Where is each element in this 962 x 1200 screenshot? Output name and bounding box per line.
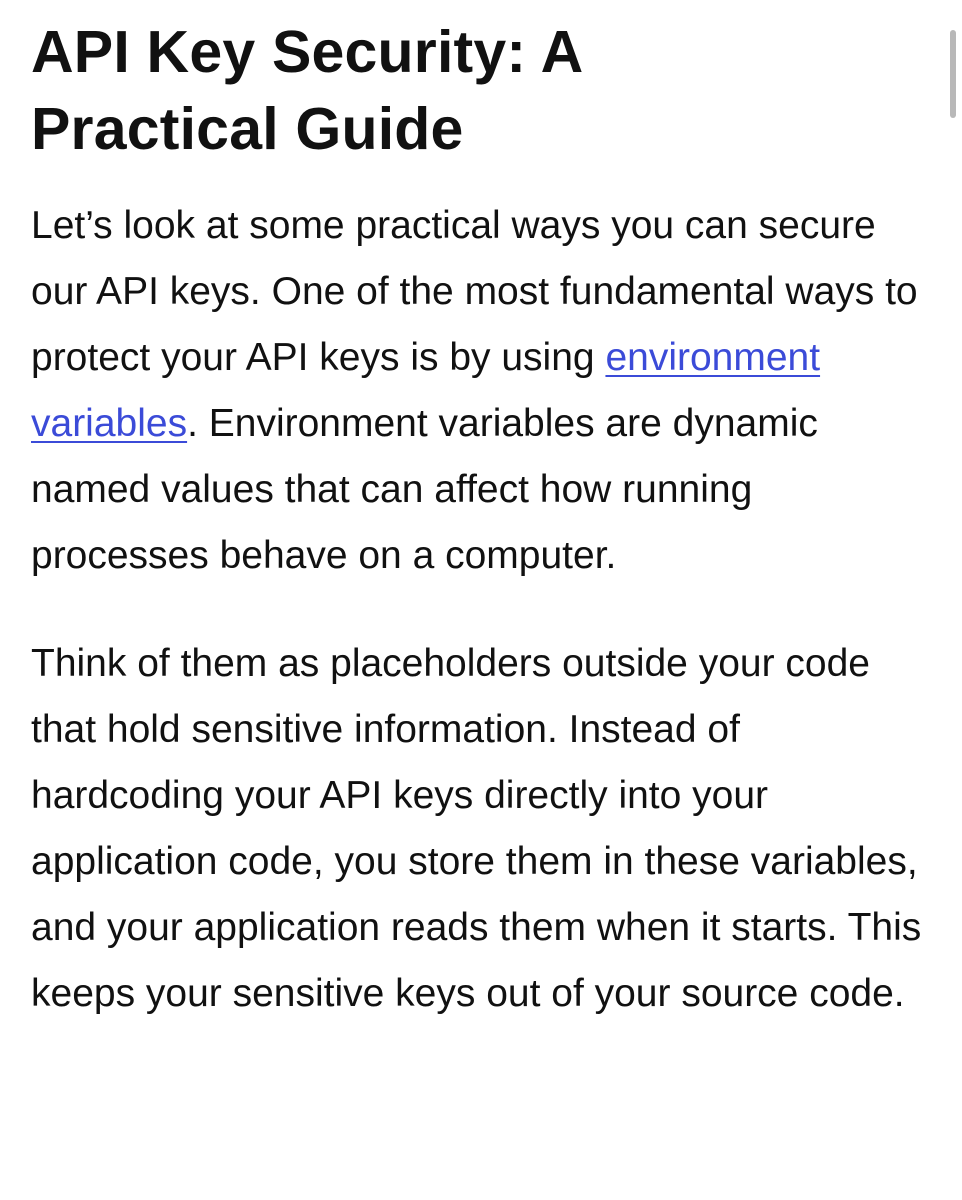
article-paragraph-1 <box>31 193 931 589</box>
article-paragraph-2: Think of them as placeholders outside your code that hold sensitive information. Instead of hardcoding your API keys directly into your application code, you store them in these variables, and your application reads them when it starts. This keeps your sensitive keys out of your source code. <box>31 642 922 1015</box>
page-title: API Key Security: A Practical Guide <box>31 19 582 162</box>
environment-variables-link[interactable]: environment variables <box>31 336 821 445</box>
paragraph-1-text-after-link: . Environment variables are dynamic named values that can affect how running processes behave on a computer. <box>31 402 818 577</box>
article <box>31 14 931 1027</box>
vertical-scrollbar[interactable] <box>950 30 956 118</box>
paragraph-1-text-before-link: Let’s look at some practical ways you can secure our API keys. One of the most fundamental ways to protect your API keys is by using <box>31 204 918 379</box>
